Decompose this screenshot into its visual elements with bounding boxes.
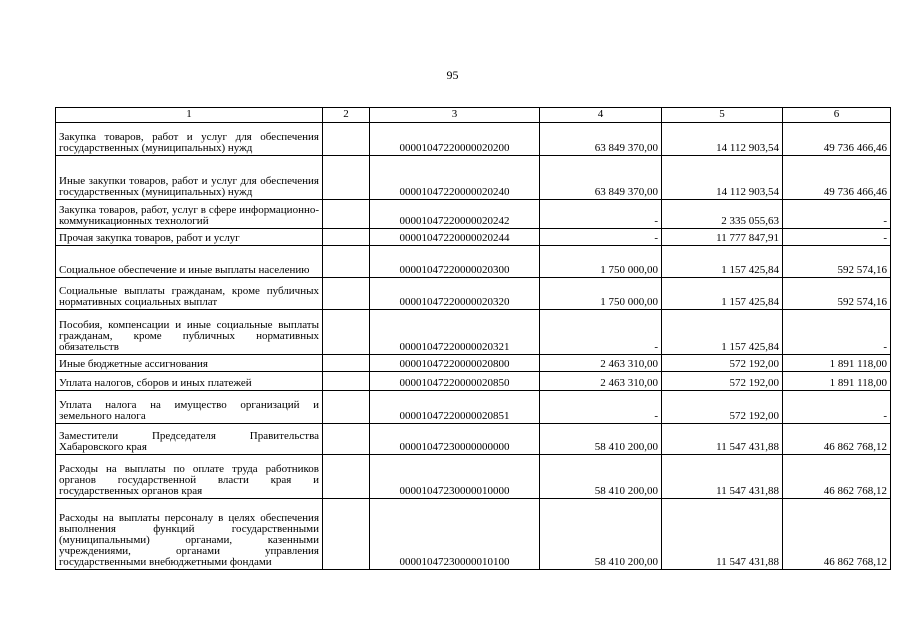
row-value-6: - (783, 229, 891, 246)
row-name: Социальные выплаты гражданам, кроме публичных нормативных социальных выплат (56, 278, 323, 310)
row-value-6: 46 862 768,12 (783, 455, 891, 499)
row-name: Иные закупки товаров, работ и услуг для обеспечения государственных (муниципальных) нужд (56, 156, 323, 200)
row-name: Уплата налогов, сборов и иных платежей (56, 372, 323, 391)
row-value-5: 11 547 431,88 (662, 499, 783, 570)
row-code: 00001047230000010000 (370, 455, 540, 499)
table-row (56, 200, 891, 229)
row-code: 00001047230000000000 (370, 424, 540, 455)
row-value-6: 46 862 768,12 (783, 424, 891, 455)
table-row (56, 391, 891, 424)
table-row (56, 355, 891, 372)
row-value-5: 2 335 055,63 (662, 200, 783, 229)
table-row (56, 372, 891, 391)
row-group (323, 310, 370, 355)
row-group (323, 391, 370, 424)
row-value-5: 1 157 425,84 (662, 246, 783, 278)
row-name: Заместители Председателя Правительства Хабаровского края (56, 424, 323, 455)
row-group (323, 229, 370, 246)
row-code: 00001047230000010100 (370, 499, 540, 570)
row-value-5: 572 192,00 (662, 372, 783, 391)
row-value-4: 63 849 370,00 (540, 156, 662, 200)
row-group (323, 246, 370, 278)
row-value-4: - (540, 200, 662, 229)
row-code: 00001047220000020851 (370, 391, 540, 424)
row-value-4: - (540, 229, 662, 246)
row-name: Социальное обеспечение и иные выплаты населению (56, 246, 323, 278)
row-name: Пособия, компенсации и иные социальные выплаты гражданам, кроме публичных нормативных обязательств (56, 310, 323, 355)
row-value-6: - (783, 310, 891, 355)
column-header: 6 (783, 108, 891, 123)
row-group (323, 372, 370, 391)
row-value-5: 14 112 903,54 (662, 123, 783, 156)
row-code: 00001047220000020300 (370, 246, 540, 278)
row-group (323, 156, 370, 200)
row-value-5: 1 157 425,84 (662, 278, 783, 310)
row-value-6: 1 891 118,00 (783, 355, 891, 372)
row-value-5: 14 112 903,54 (662, 156, 783, 200)
row-value-5: 11 777 847,91 (662, 229, 783, 246)
table-row (56, 310, 891, 355)
table-header-row (56, 108, 891, 123)
row-code: 00001047220000020240 (370, 156, 540, 200)
column-header: 2 (323, 108, 370, 123)
table-row (56, 229, 891, 246)
row-value-6: 49 736 466,46 (783, 156, 891, 200)
table-row (56, 455, 891, 499)
row-value-4: 58 410 200,00 (540, 424, 662, 455)
row-value-4: 58 410 200,00 (540, 499, 662, 570)
row-name: Уплата налога на имущество организаций и земельного налога (56, 391, 323, 424)
table-row (56, 278, 891, 310)
row-value-4: 1 750 000,00 (540, 278, 662, 310)
column-header: 5 (662, 108, 783, 123)
row-value-6: - (783, 391, 891, 424)
row-code: 00001047220000020320 (370, 278, 540, 310)
table-row (56, 424, 891, 455)
table-row (56, 156, 891, 200)
row-group (323, 200, 370, 229)
row-group (323, 499, 370, 570)
row-code: 00001047220000020800 (370, 355, 540, 372)
row-code: 00001047220000020850 (370, 372, 540, 391)
row-group (323, 355, 370, 372)
column-header: 4 (540, 108, 662, 123)
row-value-4: - (540, 391, 662, 424)
row-name: Закупка товаров, работ и услуг для обеспечения государственных (муниципальных) нужд (56, 123, 323, 156)
row-name: Иные бюджетные ассигнования (56, 355, 323, 372)
row-code: 00001047220000020321 (370, 310, 540, 355)
row-value-5: 11 547 431,88 (662, 455, 783, 499)
row-value-4: 2 463 310,00 (540, 372, 662, 391)
row-value-6: 1 891 118,00 (783, 372, 891, 391)
row-value-5: 572 192,00 (662, 355, 783, 372)
row-value-5: 1 157 425,84 (662, 310, 783, 355)
row-code: 00001047220000020242 (370, 200, 540, 229)
row-value-4: 63 849 370,00 (540, 123, 662, 156)
row-value-4: 58 410 200,00 (540, 455, 662, 499)
row-group (323, 278, 370, 310)
row-value-6: 49 736 466,46 (783, 123, 891, 156)
row-value-4: - (540, 310, 662, 355)
row-value-6: 592 574,16 (783, 246, 891, 278)
row-value-6: - (783, 200, 891, 229)
column-header: 1 (56, 108, 323, 123)
budget-table (55, 107, 891, 570)
row-group (323, 123, 370, 156)
row-name: Закупка товаров, работ, услуг в сфере информационно-коммуникационных технологий (56, 200, 323, 229)
row-value-6: 46 862 768,12 (783, 499, 891, 570)
row-value-5: 11 547 431,88 (662, 424, 783, 455)
row-value-6: 592 574,16 (783, 278, 891, 310)
table-row (56, 246, 891, 278)
column-header: 3 (370, 108, 540, 123)
table-row (56, 123, 891, 156)
row-code: 00001047220000020200 (370, 123, 540, 156)
row-code: 00001047220000020244 (370, 229, 540, 246)
table-row (56, 499, 891, 570)
row-value-4: 1 750 000,00 (540, 246, 662, 278)
row-value-5: 572 192,00 (662, 391, 783, 424)
row-value-4: 2 463 310,00 (540, 355, 662, 372)
page-number: 95 (446, 68, 459, 82)
row-name: Прочая закупка товаров, работ и услуг (56, 229, 323, 246)
row-group (323, 424, 370, 455)
row-name: Расходы на выплаты персоналу в целях обеспечения выполнения функций государственными (муниципальными) органами, казенными учреждениями, органами управления государственными внебюджетными фондами (56, 499, 323, 570)
row-group (323, 455, 370, 499)
row-name: Расходы на выплаты по оплате труда работников органов государственной власти края и государственных органов края (56, 455, 323, 499)
